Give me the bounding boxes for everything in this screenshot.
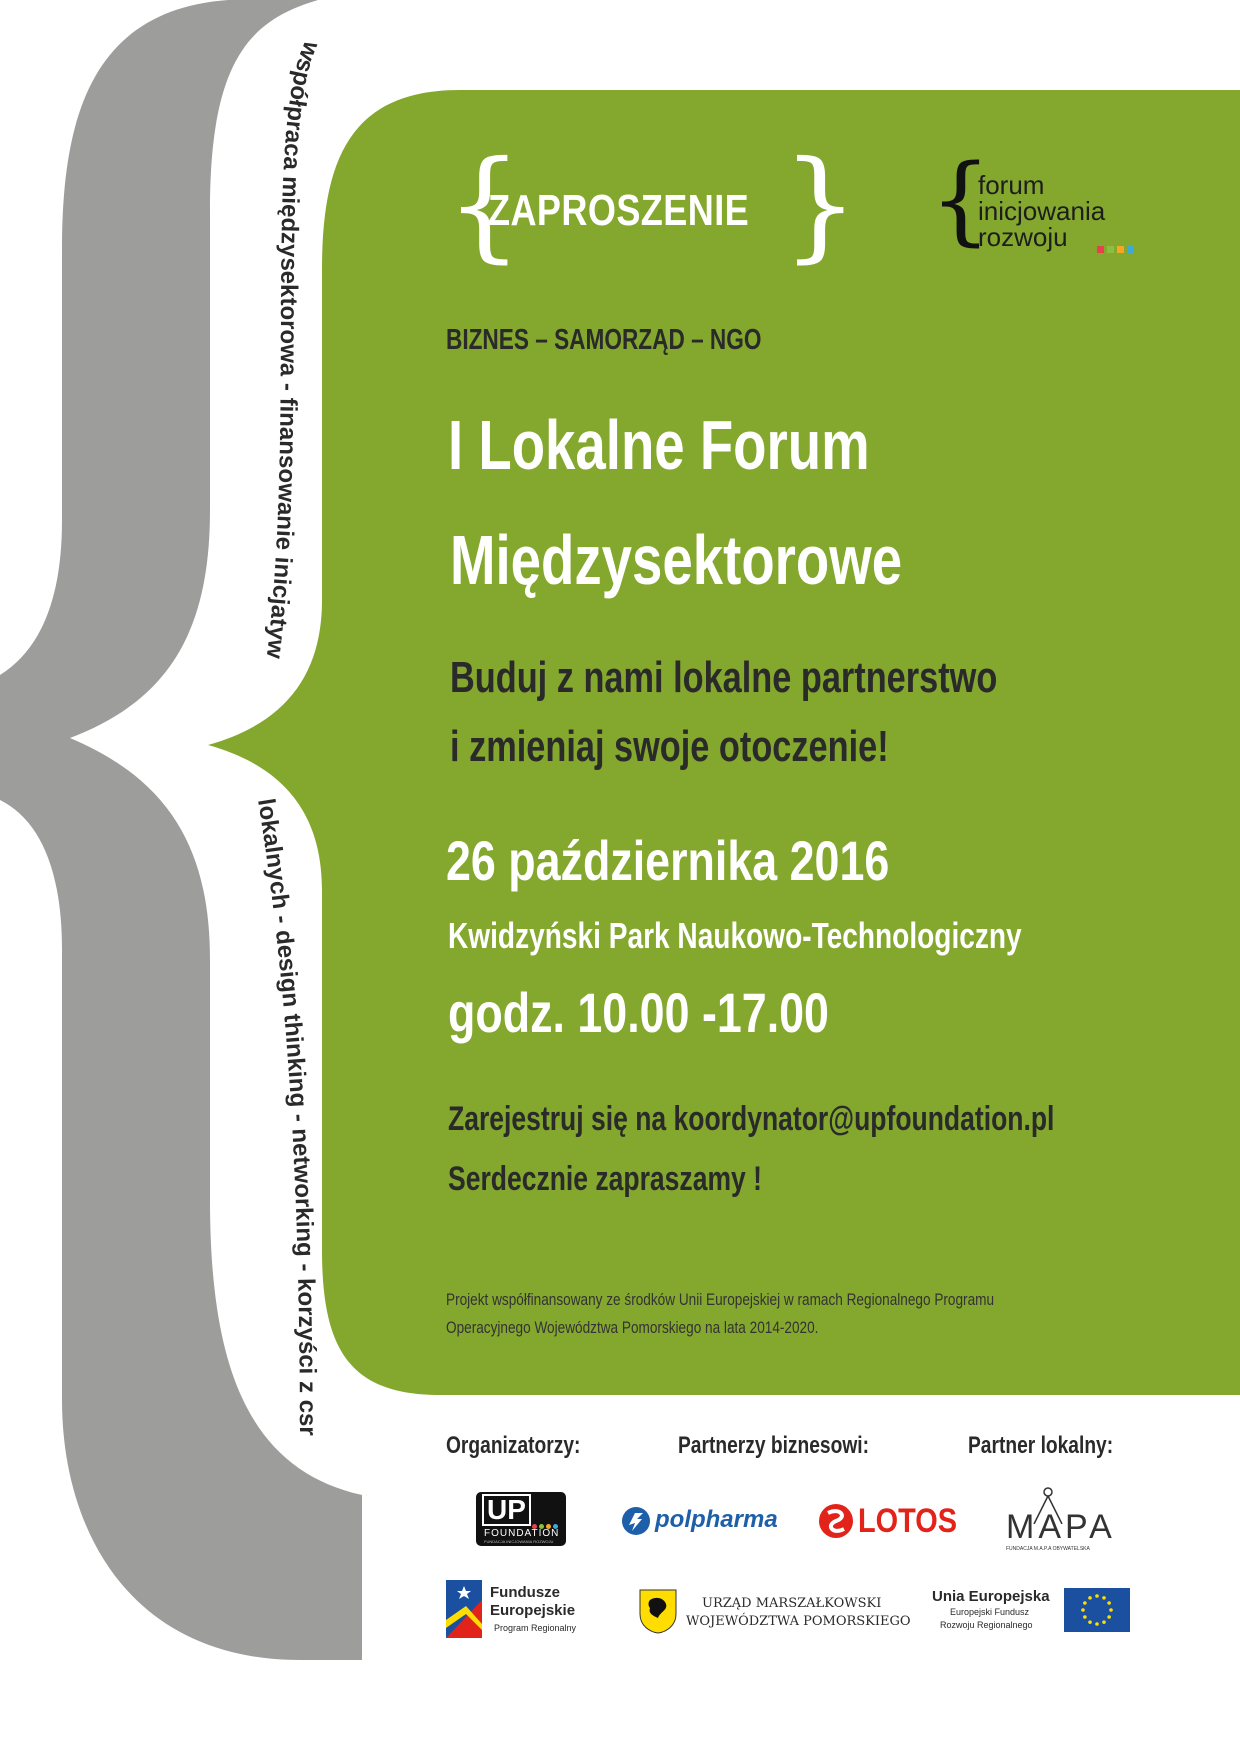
eu-star	[1102, 1596, 1106, 1600]
eu-star	[1095, 1622, 1099, 1626]
polpharma-logo[interactable]: polpharma	[655, 1506, 778, 1533]
polpharma-mark-icon	[620, 1505, 652, 1537]
urzad-line-1: URZĄD MARSZAŁKOWSKI	[702, 1596, 882, 1611]
project-note-line-1: Projekt współfinansowany ze środków Unii Europejskiej w ramach Regionalnego Programu	[446, 1290, 995, 1309]
event-date: 26 października 2016	[446, 829, 890, 892]
invite-brace-right: }	[782, 136, 859, 275]
up-logo-tiny: FUNDACJA INICJOWANIA ROZWOJU	[484, 1539, 554, 1544]
eu-star	[1088, 1596, 1092, 1600]
eu-star	[1095, 1594, 1099, 1598]
up-foundation-logo[interactable]	[476, 1492, 566, 1546]
side-text-lower: lokalnych - design thinking - networking - korzyści z csr	[252, 796, 321, 1436]
fe-line-2: Europejskie	[490, 1602, 576, 1619]
business-partners-label: Partnerzy biznesowi:	[678, 1432, 869, 1459]
register-line[interactable]: Zarejestruj się na koordynator@upfoundation.pl	[448, 1100, 1055, 1138]
ue-line-1: Unia Europejska	[932, 1588, 1050, 1605]
local-partner-label: Partner lokalny:	[968, 1432, 1114, 1459]
eu-star	[1083, 1615, 1087, 1619]
logo-dot	[1097, 246, 1104, 253]
eu-star	[1102, 1620, 1106, 1624]
mapa-logo-sub: FUNDACJA M.A.P.A OBYWATELSKA	[1006, 1546, 1090, 1552]
lotos-logo[interactable]: LOTOS	[858, 1502, 958, 1540]
eu-star	[1081, 1608, 1085, 1612]
ue-line-2: Europejski Fundusz	[950, 1607, 1030, 1617]
mapa-logo[interactable]: MAPA	[1006, 1508, 1116, 1546]
fe-line-1: Fundusze	[490, 1584, 560, 1601]
forum-logo-text: forum inicjowania rozwoju	[978, 170, 1106, 252]
sectors-line: BIZNES – SAMORZĄD – NGO	[446, 324, 762, 356]
ue-line-3: Rozwoju Regionalnego	[940, 1620, 1033, 1630]
slogan-line-1: Buduj z nami lokalne partnerstwo	[450, 653, 998, 702]
eu-star	[1083, 1601, 1087, 1605]
slogan-line-2: i zmieniaj swoje otoczenie!	[450, 722, 889, 771]
lotos-mark-icon	[818, 1503, 854, 1539]
title-line-1: I Lokalne Forum	[448, 406, 870, 484]
logo-dot	[1107, 246, 1114, 253]
eu-flag-icon	[1064, 1588, 1130, 1632]
welcome-line: Serdecznie zapraszamy !	[448, 1160, 762, 1198]
side-text-upper: współpraca międzysektorowa - finansowanie inicjatyw	[260, 37, 326, 660]
logo-dot	[1117, 246, 1124, 253]
invite-brace-left: {	[446, 136, 523, 275]
invite-title: ZAPROSZENIE	[488, 186, 750, 235]
eu-star	[1109, 1608, 1113, 1612]
up-logo-main: UP	[482, 1494, 531, 1526]
pomorskie-coat-of-arms-icon	[638, 1588, 678, 1634]
eu-star	[1107, 1615, 1111, 1619]
event-hours: godz. 10.00 -17.00	[448, 981, 829, 1044]
event-venue: Kwidzyński Park Naukowo-Technologiczny	[448, 915, 1022, 956]
urzad-line-2: WOJEWÓDZTWA POMORSKIEGO	[686, 1614, 911, 1629]
fe-line-3: Program Regionalny	[494, 1623, 577, 1633]
project-note-line-2: Operacyjnego Województwa Pomorskiego na lata 2014-2020.	[446, 1318, 819, 1337]
organizers-label: Organizatorzy:	[446, 1432, 581, 1459]
up-logo-sub: FOUNDATION	[484, 1528, 560, 1539]
forum-logo-brace: {	[930, 144, 992, 256]
eu-star	[1088, 1620, 1092, 1624]
fundusze-europejskie-icon	[446, 1580, 482, 1638]
forum-logo-dots	[1097, 240, 1137, 258]
eu-star	[1107, 1601, 1111, 1605]
logo-dot	[1127, 246, 1134, 253]
title-line-2: Międzysektorowe	[450, 521, 903, 599]
